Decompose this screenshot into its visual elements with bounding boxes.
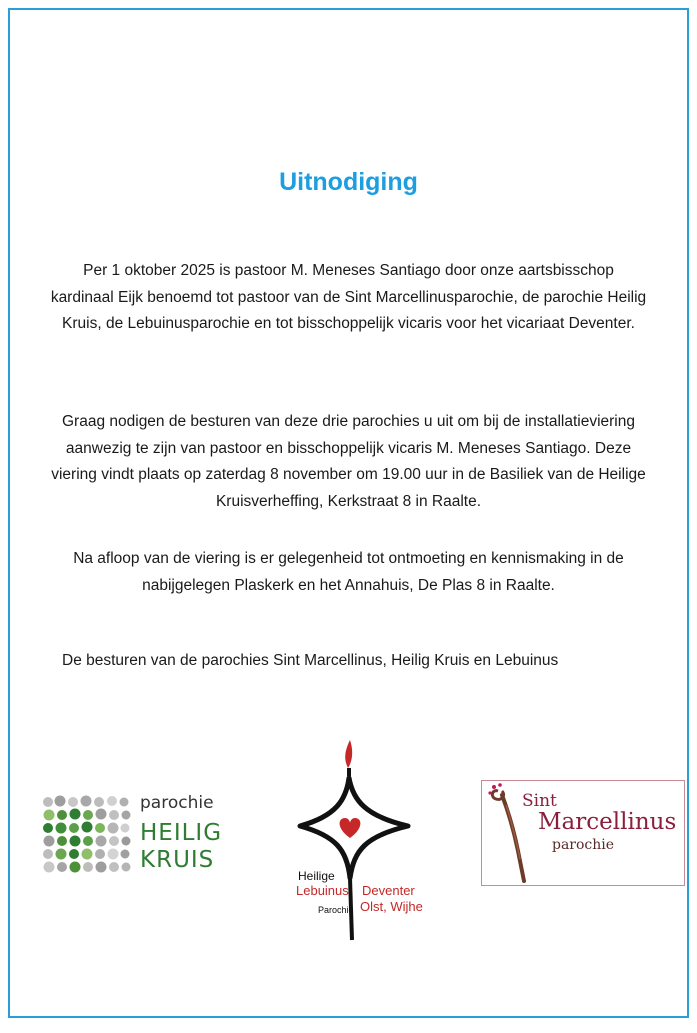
document-title: Uitnodiging xyxy=(279,168,418,196)
logo-sint-marcellinus xyxy=(481,780,685,886)
logo-hk-line3: KRUIS xyxy=(140,847,215,873)
logo-sm-line2: Marcellinus xyxy=(538,809,677,835)
paragraph-reception: Na afloop van de viering is er gelegenheid tot ontmoeting en kennismaking in de nabijgelegen Plaskerk en het Annahuis, De Plas 8 in Raalte. xyxy=(73,550,624,594)
logo-leb-line3: Parochie xyxy=(318,905,354,915)
signoff: De besturen van de parochies Sint Marcellinus, Heilig Kruis en Lebuinus xyxy=(62,652,559,669)
logo-leb-line5: Olst, Wijhe xyxy=(360,899,423,914)
logo-hk-line2: HEILIG xyxy=(140,820,223,846)
cross-heart-flame-icon xyxy=(290,738,430,948)
logo-heilig-kruis xyxy=(40,790,230,882)
logo-leb-line1: Heilige xyxy=(298,869,335,883)
logo-sm-line3: parochie xyxy=(552,837,615,853)
logo-hk-line1: parochie xyxy=(140,793,214,813)
logo-leb-line2: Lebuinus xyxy=(296,883,349,898)
logo-sm-line1: Sint xyxy=(522,791,557,811)
stone-mosaic-icon xyxy=(40,790,132,882)
logo-leb-line4: Deventer xyxy=(362,883,415,898)
paragraph-invitation: Graag nodigen de besturen van deze drie parochies u uit om bij de installatieviering aanwezig te zijn van pastoor en bisschoppelijk vicaris M. Meneses Santiago. Deze viering vindt plaats op zaterdag 8 november om 19.00 uur in de Basiliek van de Heilige Kruisverheffing, Kerkstraat 8 in Raalte. xyxy=(51,413,646,510)
paragraph-appointment: Per 1 oktober 2025 is pastoor M. Meneses Santiago door onze aartsbisschop kardinaal Eijk benoemd tot pastoor van de Sint Marcellinusparochie, de parochie Heilig Kruis, de Lebuinusparochie en tot bisschoppelijk vicaris voor het vicariaat Deventer. xyxy=(50,262,647,333)
logo-lebuinus xyxy=(290,738,430,948)
